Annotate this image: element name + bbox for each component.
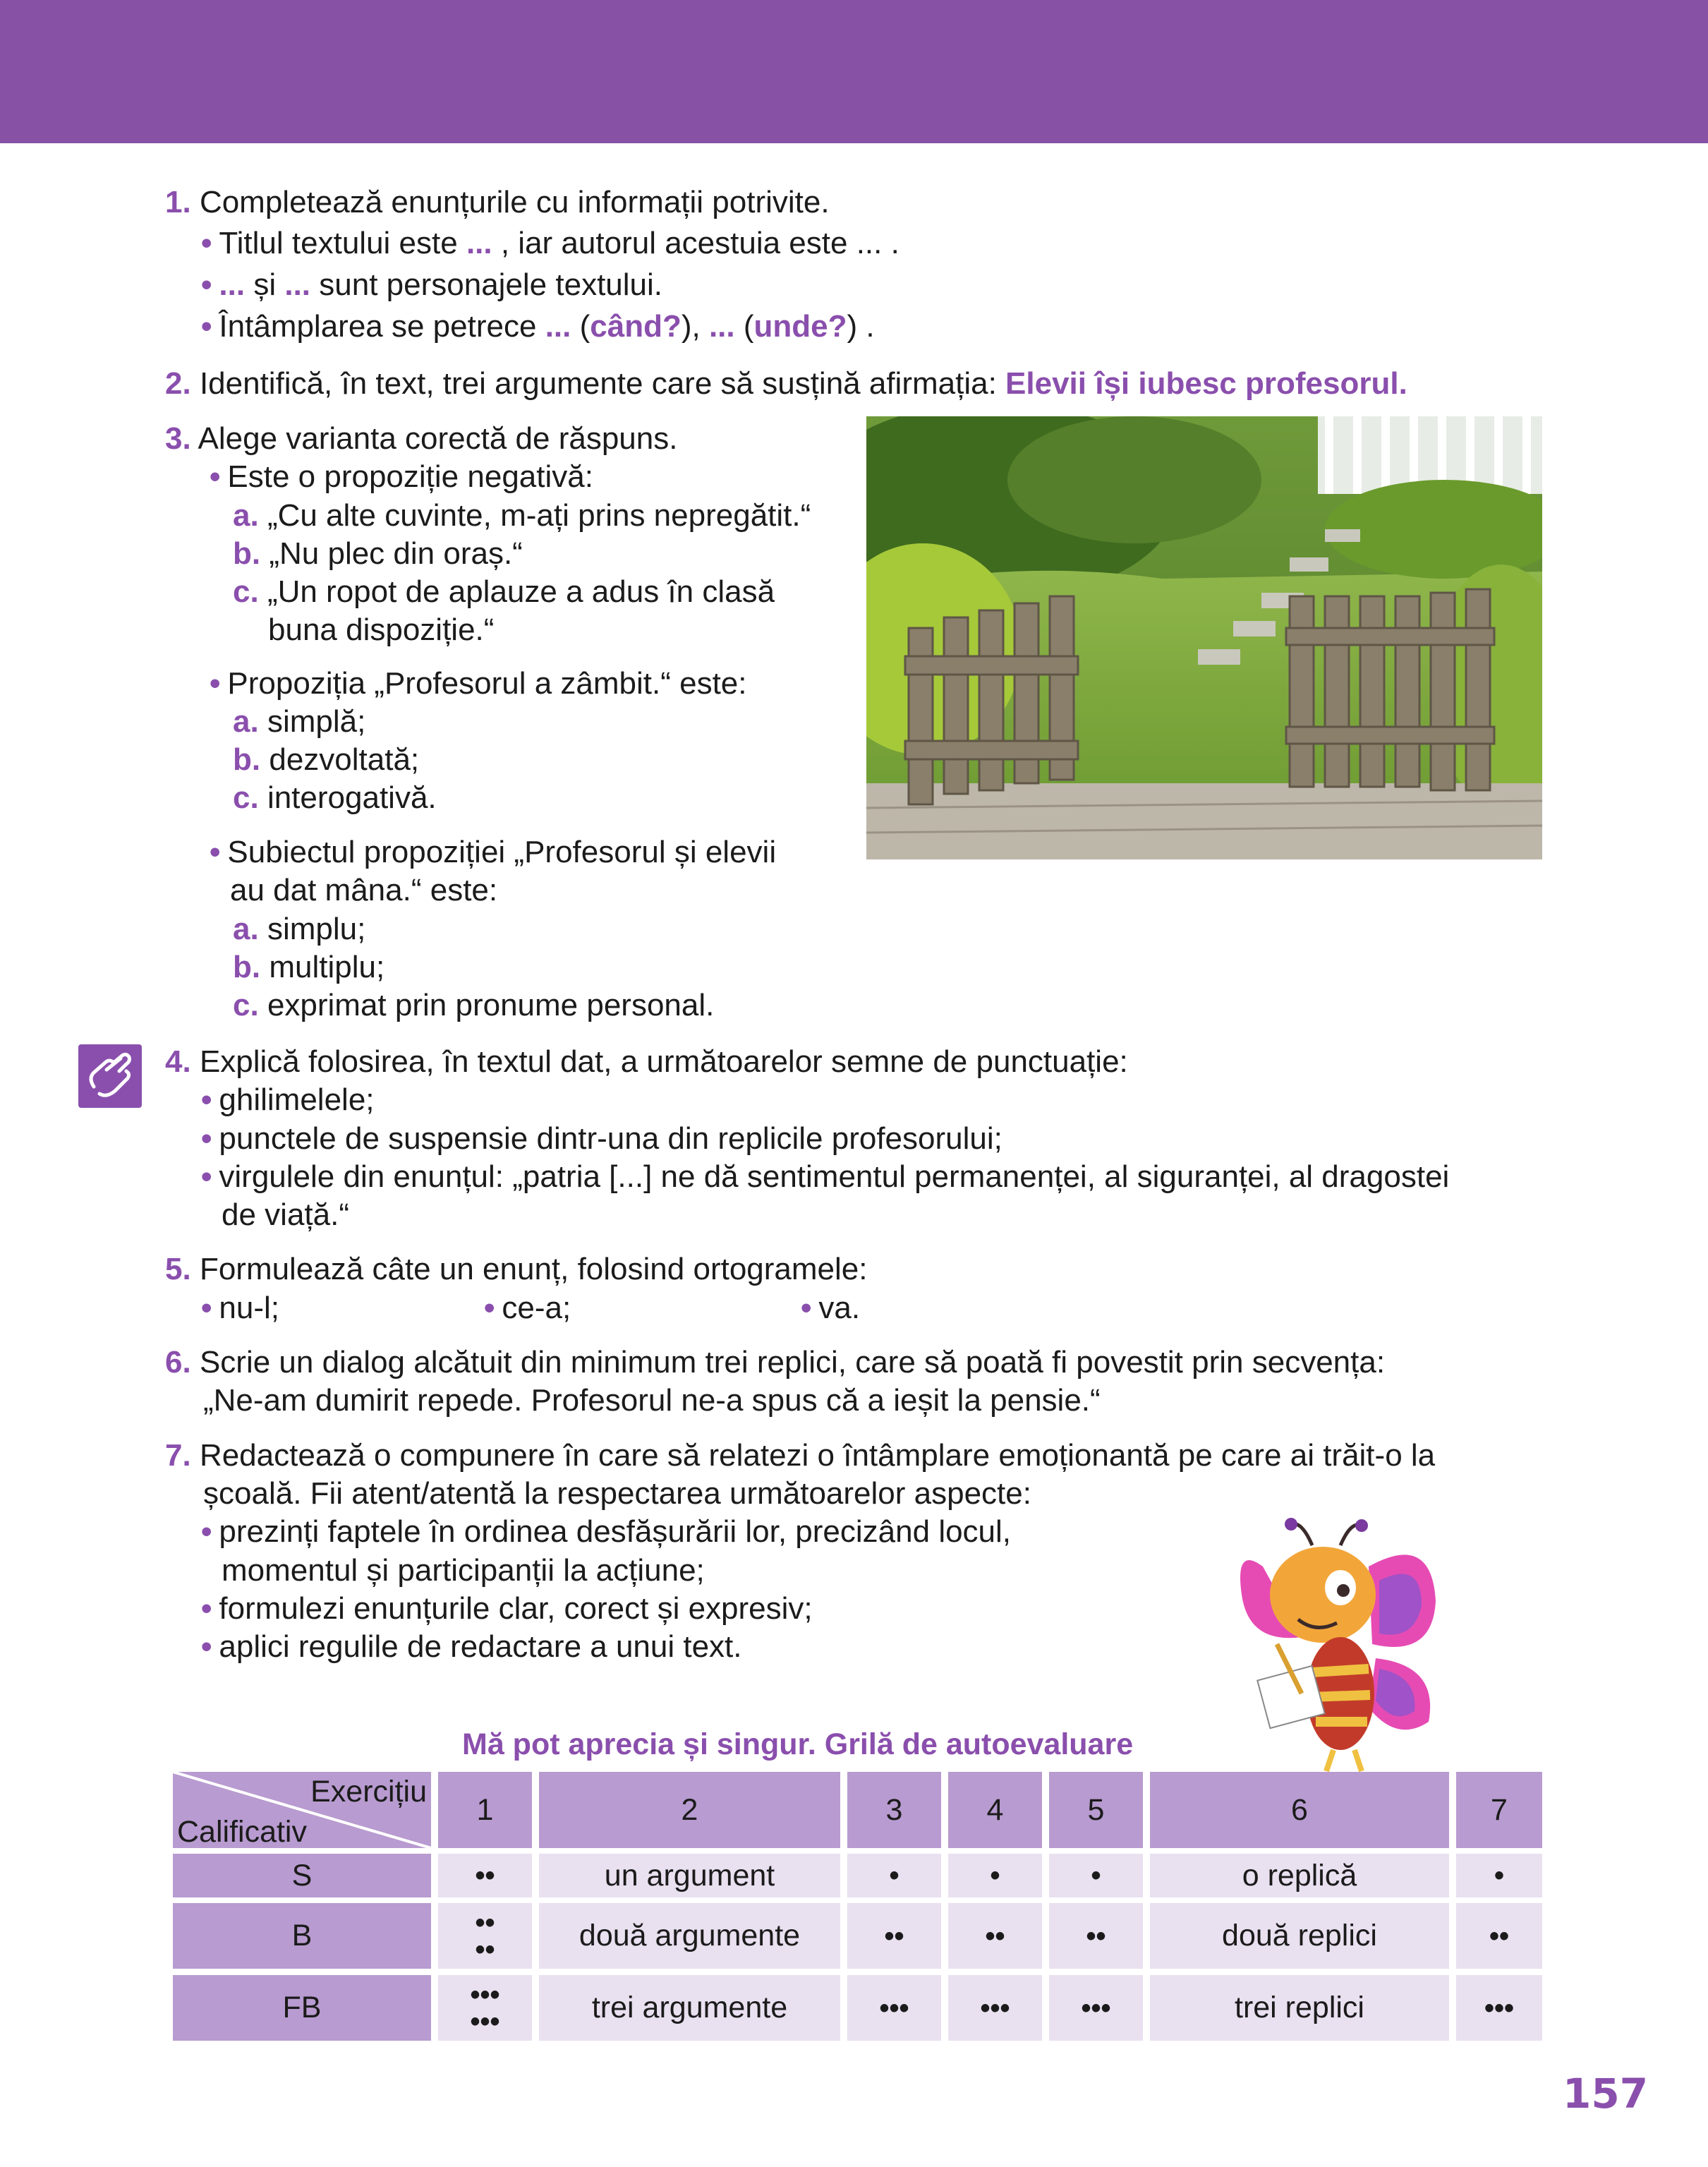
grid-cell: •• — [847, 1903, 941, 1969]
ex3-q2-option-a: a. simplă; — [233, 704, 366, 739]
garden-gate-photo — [866, 416, 1542, 859]
ex3-q2-option-b: b. dezvoltată; — [233, 742, 420, 777]
ex7-bullet-1-cont: momentul și participanții la acțiune; — [222, 1553, 705, 1588]
ex7-bullet-3: • aplici regulile de redactare a unui text. — [201, 1629, 742, 1664]
grid-cell: ••• — [1456, 1975, 1542, 2041]
ex6-statement: 6. Scrie un dialog alcătuit din minimum trei replici, care să poată fi povestit prin secvența: — [165, 1345, 1386, 1380]
ex6-sequence: „Ne-am dumirit repede. Profesorul ne-a spus că a ieșit la pensie.“ — [203, 1383, 1101, 1418]
grid-col-header: 2 — [539, 1772, 840, 1848]
ex1-bullet-2: • ... și ... sunt personajele textului. — [201, 267, 663, 302]
ex7-bullet-1: • prezinți faptele în ordinea desfășurării lor, precizând locul, — [201, 1514, 1012, 1549]
ex3-q3-cont: au dat mâna.“ este: — [230, 873, 498, 907]
grid-header-exercitiu: Exercițiu — [310, 1775, 427, 1809]
ex7-statement: 7. Redactează o compunere în care să relatezi o întâmplare emoționantă pe care ai trăit-o la — [165, 1438, 1436, 1473]
grid-cell: • — [948, 1854, 1042, 1897]
grid-cell: • — [1049, 1854, 1143, 1897]
ex3-q2: • Propoziția „Profesorul a zâmbit.“ este: — [210, 666, 747, 701]
ex5-statement: 5. Formulează câte un enunț, folosind ortogramele: — [165, 1252, 868, 1286]
grid-row-label: B — [173, 1903, 431, 1969]
ex3-q1-option-b: b. „Nu plec din oraș.“ — [233, 536, 523, 571]
ex3-q3: • Subiectul propoziției „Profesorul și elevii — [210, 835, 777, 869]
ex3-q1-option-a: a. „Cu alte cuvinte, m-ați prins nepregătit.“ — [233, 498, 811, 533]
ex4-bullet-3-cont: de viață.“ — [222, 1197, 349, 1232]
grid-cell: •• — [1049, 1903, 1143, 1969]
grid-cell: trei replici — [1150, 1975, 1449, 2041]
grid-col-header: 3 — [847, 1772, 941, 1848]
butterfly-writing-illustration — [1235, 1517, 1453, 1778]
grid-col-header: 5 — [1049, 1772, 1143, 1848]
grid-cell: ••• ••• — [438, 1975, 532, 2041]
grid-cell: •• — [948, 1903, 1042, 1969]
grid-row-label: S — [173, 1854, 431, 1897]
ex7-bullet-2: • formulezi enunțurile clar, corect și expresiv; — [201, 1591, 813, 1626]
grid-cell: ••• — [1049, 1975, 1143, 2041]
grid-col-header: 4 — [948, 1772, 1042, 1848]
grid-col-header: 7 — [1456, 1772, 1542, 1848]
ex7-statement-cont: școală. Fii atent/atentă la respectarea următoarelor aspecte: — [203, 1476, 1031, 1511]
grid-cell: ••• — [847, 1975, 941, 2041]
ex3-q3-option-b: b. multiplu; — [233, 950, 385, 984]
ex4-statement: 4. Explică folosirea, în textul dat, a următoarelor semne de punctuație: — [165, 1044, 1128, 1079]
grid-cell: trei argumente — [539, 1975, 840, 2041]
pointing-hand-icon — [78, 1044, 142, 1108]
ex4-bullet-2: • punctele de suspensie dintr-una din replicile profesorului; — [201, 1121, 1003, 1156]
grid-cell: ••• — [948, 1975, 1042, 2041]
grid-cell: •• — [1456, 1903, 1542, 1969]
grid-col-header: 1 — [438, 1772, 532, 1848]
ex3-q3-option-a: a. simplu; — [233, 912, 366, 946]
ex4-bullet-1: • ghilimelele; — [201, 1082, 375, 1117]
page-number: 157 — [1563, 2070, 1649, 2118]
grid-header-calificativ: Calificativ — [177, 1815, 307, 1849]
grid-cell: •• — [438, 1854, 532, 1897]
ex3-q1-option-c-cont: buna dispoziție.“ — [268, 612, 495, 647]
grid-cell: •• •• — [438, 1903, 532, 1969]
ex1-bullet-1: • Titlul textului este ... , iar autorul acestuia este ... . — [201, 226, 900, 260]
grid-corner-header — [173, 1772, 431, 1848]
grid-cell: • — [1456, 1854, 1542, 1897]
ex3-q1: • Este o propoziție negativă: — [210, 459, 593, 494]
ex3-q1-option-c: c. „Un ropot de aplauze a adus în clasă — [233, 574, 775, 609]
grid-row-label: FB — [173, 1975, 431, 2041]
grid-cell: două replici — [1150, 1903, 1449, 1969]
grid-title: Mă pot aprecia și singur. Grilă de autoevaluare — [462, 1727, 1134, 1761]
ex3-q2-option-c: c. interogativă. — [233, 780, 437, 815]
ex1-bullet-3: • Întâmplarea se petrece ... (când?), ... (unde?) . — [201, 309, 875, 344]
ex1-statement: 1. Completează enunțurile cu informații potrivite. — [165, 185, 830, 219]
grid-cell: • — [847, 1854, 941, 1897]
ex5-orthogram-2: • ce-a; — [484, 1291, 571, 1325]
header-bar — [0, 0, 1708, 143]
grid-cell: un argument — [539, 1854, 840, 1897]
ex3-statement: 3. Alege varianta corectă de răspuns. — [165, 421, 678, 456]
ex5-orthogram-1: • nu-l; — [201, 1291, 279, 1325]
ex4-bullet-3: • virgulele din enunțul: „patria [...] ne dă sentimentul permanenței, al siguranței, al dragostei — [201, 1159, 1450, 1194]
grid-cell: o replică — [1150, 1854, 1449, 1897]
ex2-statement: 2. Identifică, în text, trei argumente care să susțină afirmația: Elevii își iubesc profesorul. — [165, 366, 1407, 401]
grid-col-header: 6 — [1150, 1772, 1449, 1848]
grid-cell: două argumente — [539, 1903, 840, 1969]
ex5-orthogram-3: • va. — [801, 1291, 861, 1325]
ex3-q3-option-c: c. exprimat prin pronume personal. — [233, 988, 715, 1022]
